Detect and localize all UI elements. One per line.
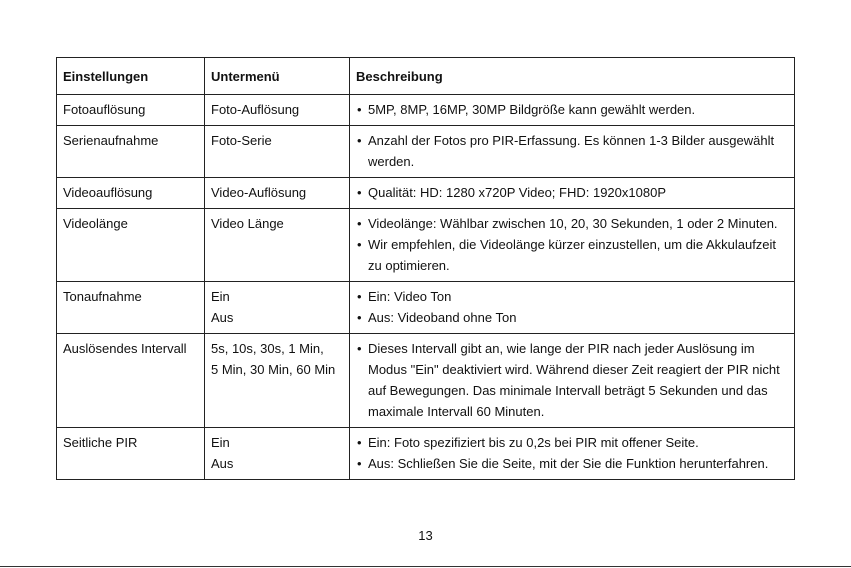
description-list — [356, 130, 788, 172]
table-row — [57, 334, 795, 428]
table-row — [57, 282, 795, 334]
table-row — [57, 95, 795, 126]
setting-cell: Videolänge — [57, 209, 205, 282]
submenu-option: Ein — [211, 435, 230, 450]
submenu-option: Foto-Serie — [211, 133, 272, 148]
description-list — [356, 286, 788, 328]
submenu-cell — [205, 334, 350, 428]
setting-cell: Serienaufnahme — [57, 126, 205, 178]
description-bullet: • Videolänge: Wählbar zwischen 10, 20, 30 Sekunden, 1 oder 2 Minuten. — [356, 213, 788, 234]
setting-cell: Seitliche PIR — [57, 428, 205, 480]
header-submenu: Untermenü — [205, 58, 350, 95]
bottom-rule — [0, 566, 851, 567]
description-cell — [350, 334, 795, 428]
description-bullet: • Aus: Videoband ohne Ton — [356, 307, 788, 328]
table-row — [57, 178, 795, 209]
header-description: Beschreibung — [350, 58, 795, 95]
description-bullet: • Ein: Foto spezifiziert bis zu 0,2s bei PIR mit offener Seite. — [356, 432, 788, 453]
submenu-cell — [205, 178, 350, 209]
description-bullet: • 5MP, 8MP, 16MP, 30MP Bildgröße kann gewählt werden. — [356, 99, 788, 120]
description-bullet: • Qualität: HD: 1280 x720P Video; FHD: 1920x1080P — [356, 182, 788, 203]
description-bullet: • Wir empfehlen, die Videolänge kürzer einzustellen, um die Akkulaufzeit zu optimieren. — [356, 234, 788, 276]
description-cell — [350, 209, 795, 282]
table-body — [57, 95, 795, 480]
submenu-cell — [205, 95, 350, 126]
submenu-option: Video-Auflösung — [211, 185, 307, 200]
setting-cell: Auslösendes Intervall — [57, 334, 205, 428]
description-bullet: • Dieses Intervall gibt an, wie lange der PIR nach jeder Auslösung im Modus "Ein" deaktiviert wird. Während dieser Zeit reagiert der PIR nicht auf Bewegungen. Das minimale Intervall beträgt 5 Sekunden und das maximale Intervall 60 Minuten. — [356, 338, 788, 422]
table-row — [57, 126, 795, 178]
setting-cell: Videoauflösung — [57, 178, 205, 209]
header-settings: Einstellungen — [57, 58, 205, 95]
description-bullet: • Anzahl der Fotos pro PIR-Erfassung. Es können 1-3 Bilder ausgewählt werden. — [356, 130, 788, 172]
table-row — [57, 428, 795, 480]
description-cell — [350, 428, 795, 480]
table-header-row — [57, 58, 795, 95]
description-cell — [350, 178, 795, 209]
submenu-option: Foto-Auflösung — [211, 102, 300, 117]
description-list — [356, 432, 788, 474]
description-cell — [350, 126, 795, 178]
submenu-cell — [205, 209, 350, 282]
submenu-cell — [205, 126, 350, 178]
description-list — [356, 338, 788, 422]
submenu-option: Video Länge — [211, 216, 284, 231]
description-list — [356, 182, 788, 203]
description-bullet: • Ein: Video Ton — [356, 286, 788, 307]
description-list — [356, 213, 788, 276]
setting-cell: Tonaufnahme — [57, 282, 205, 334]
submenu-option: 5s, 10s, 30s, 1 Min, — [211, 341, 324, 356]
page-number: 13 — [418, 528, 433, 543]
submenu-option: Ein — [211, 289, 230, 304]
submenu-option: Aus — [211, 456, 234, 471]
settings-table — [56, 57, 795, 480]
submenu-cell — [205, 428, 350, 480]
description-cell — [350, 95, 795, 126]
submenu-cell — [205, 282, 350, 334]
description-bullet: • Aus: Schließen Sie die Seite, mit der Sie die Funktion herunterfahren. — [356, 453, 788, 474]
description-cell — [350, 282, 795, 334]
table-row — [57, 209, 795, 282]
submenu-option: 5 Min, 30 Min, 60 Min — [211, 362, 336, 377]
submenu-option: Aus — [211, 310, 234, 325]
description-list — [356, 99, 788, 120]
setting-cell: Fotoauflösung — [57, 95, 205, 126]
